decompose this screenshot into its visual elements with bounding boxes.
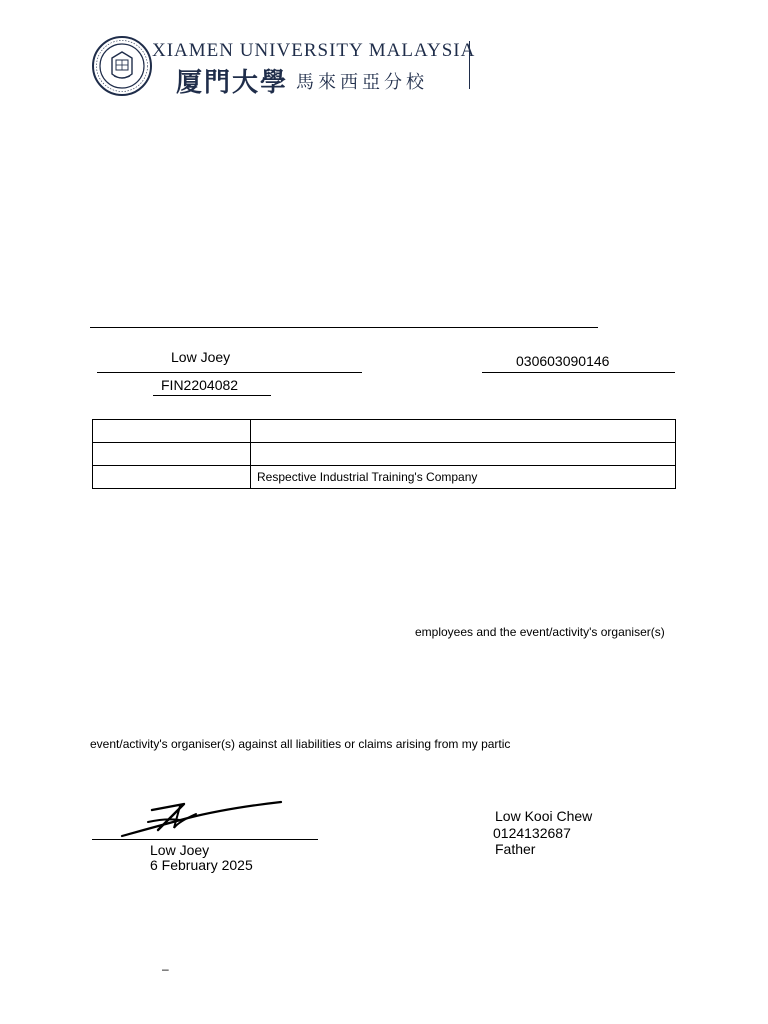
university-branch-cn: 馬來西亞分校 — [296, 72, 428, 93]
body-text-fragment-1: employees and the event/activity's organiser(s) — [415, 625, 665, 639]
table-cell — [93, 420, 251, 443]
ic-number-underline — [482, 372, 675, 373]
signatory-name: Low Joey — [150, 842, 210, 858]
guardian-relationship: Father — [495, 841, 536, 857]
table-row — [93, 466, 676, 489]
table-cell — [93, 443, 251, 466]
body-text-fragment-2: event/activity's organiser(s) against all liabilities or claims arising from my partic — [90, 737, 511, 751]
table-cell — [93, 466, 251, 489]
table-cell — [251, 443, 676, 466]
signature-date: 6 February 2025 — [150, 857, 253, 873]
student-name-value: Low Joey — [171, 349, 231, 365]
header-divider — [469, 41, 470, 89]
guardian-phone: 0124132687 — [493, 825, 571, 841]
student-id-value: FIN2204082 — [161, 377, 239, 393]
university-header — [92, 36, 482, 98]
ic-number-value: 030603090146 — [516, 353, 610, 369]
top-rule — [90, 327, 598, 328]
signature-image — [118, 798, 288, 840]
footer-mark: – — [162, 962, 169, 976]
student-name-underline — [97, 372, 362, 373]
activity-info-table — [92, 419, 676, 489]
university-seal-icon — [92, 36, 152, 96]
student-signature-line — [92, 839, 318, 840]
guardian-name: Low Kooi Chew — [495, 808, 593, 824]
table-cell — [251, 420, 676, 443]
table-row — [93, 443, 676, 466]
table-row — [93, 420, 676, 443]
student-id-underline — [153, 395, 271, 396]
university-name-cn: 厦門大學 — [176, 68, 289, 98]
table-cell: Respective Industrial Training's Company — [251, 466, 676, 489]
university-name-en: XIAMEN UNIVERSITY MALAYSIA — [152, 40, 476, 61]
